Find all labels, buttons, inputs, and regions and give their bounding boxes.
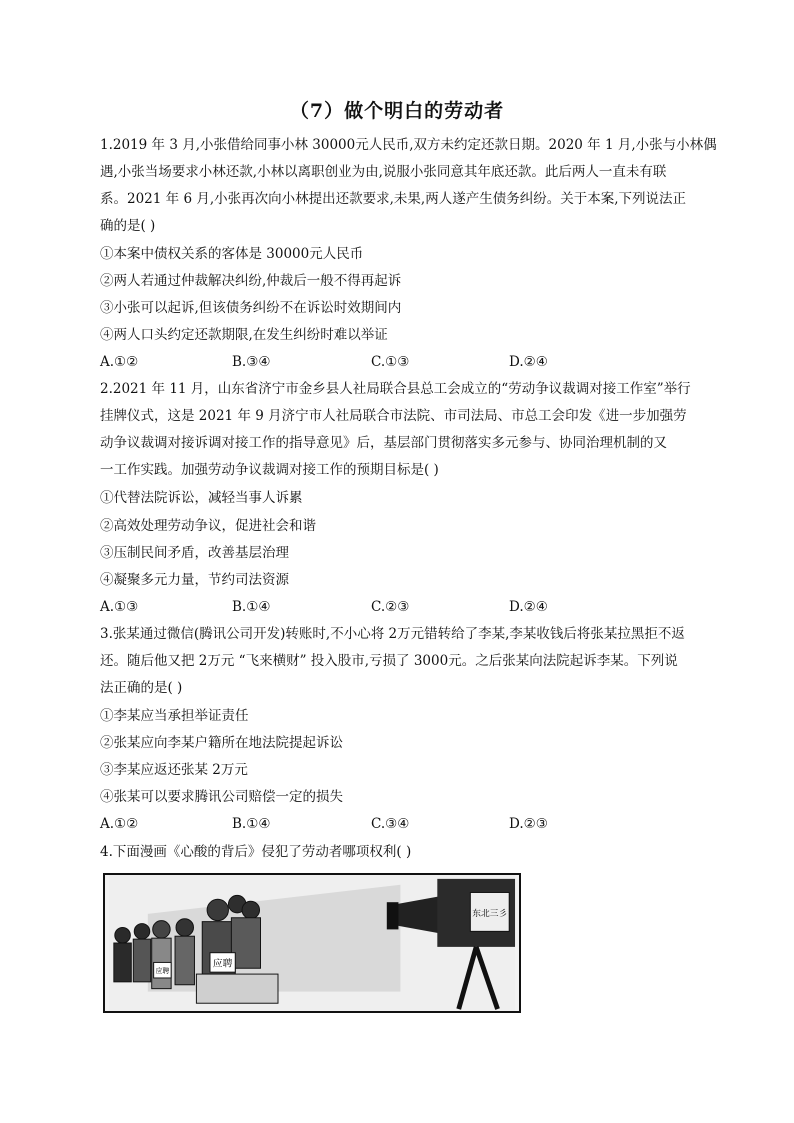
camera-lens-rim	[387, 902, 399, 929]
q1-option-b[interactable]: B.③④	[232, 354, 271, 370]
q2-stem-line-4: 一工作实践。加强劳动争议裁调对接工作的预期目标是( )	[100, 462, 439, 478]
q2-item-4: ④凝聚多元力量，节约司法资源	[100, 572, 289, 588]
q2-option-b[interactable]: B.①④	[232, 599, 271, 615]
q3-item-1: ①李某应当承担举证责任	[100, 708, 249, 724]
q1-options	[100, 354, 700, 372]
applicant-head	[207, 899, 228, 920]
q2-option-a[interactable]: A.①③	[100, 599, 139, 615]
camera-label-text: 东北三彡	[472, 908, 508, 919]
q2-item-2: ②高效处理劳动争议，促进社会和谐	[100, 518, 316, 534]
q1-item-4: ④两人口头约定还款期限,在发生纠纷时难以举证	[100, 327, 388, 343]
cartoon-drawing	[105, 875, 519, 1011]
person-body-1	[114, 943, 131, 982]
q3-options	[100, 816, 700, 834]
q2-stem-line-2: 挂牌仪式，这是 2021 年 9 月济宁市人社局联合市法院、市司法局、市总工会印发《进一步加强劳	[100, 408, 687, 424]
q1-stem-line-1: 1.2019 年 3 月,小张借给同事小林 30000元人民币,双方未约定还款日期。2020 年 1 月,小张与小林偶	[100, 137, 717, 153]
person-head-3	[153, 921, 170, 938]
q3-option-b[interactable]: B.①④	[232, 816, 271, 832]
desk	[196, 974, 278, 1003]
q1-stem-line-3: 系。2021 年 6 月,小张再次向小林提出还款要求,未果,两人遂产生债务纠纷。关于本案,下列说法正	[100, 191, 686, 207]
q1-option-d[interactable]: D.②④	[509, 354, 548, 370]
q1-item-3: ③小张可以起诉,但该债务纠纷不在诉讼时效期间内	[100, 300, 402, 316]
q2-option-d[interactable]: D.②④	[509, 599, 548, 615]
q3-option-d[interactable]: D.②③	[509, 816, 548, 832]
q3-option-a[interactable]: A.①②	[100, 816, 139, 832]
q3-item-3: ③李某应返还张某 2万元	[100, 762, 248, 778]
person-head-4	[176, 919, 193, 936]
q3-item-4: ④张某可以要求腾讯公司赔偿一定的损失	[100, 789, 343, 805]
q1-option-a[interactable]: A.①②	[100, 354, 139, 370]
q1-item-1: ①本案中债权关系的客体是 30000元人民币	[100, 246, 364, 262]
person-body-4	[175, 936, 194, 985]
q1-item-2: ②两人若通过仲裁解决纠纷,仲裁后一般不得再起诉	[100, 273, 402, 289]
q1-stem-line-4: 确的是( )	[100, 218, 156, 234]
q1-stem-line-2: 遇,小张当场要求小林还款,小林以离职创业为由,说服小张同意其年底还款。此后两人一直未有联	[100, 164, 667, 180]
desk-sign-text: 应聘	[212, 958, 233, 970]
q3-stem-line-2: 还。随后他又把 2万元 “飞来横财” 投入股市,亏损了 3000元。之后张某向法院起诉李某。下列说	[100, 653, 678, 669]
q2-stem-line-1: 2.2021 年 11 月，山东省济宁市金乡县人社局联合县总工会成立的“劳动争议裁调对接工作室”举行	[100, 381, 691, 397]
q4-stem-line-1: 4.下面漫画《心酸的背后》侵犯了劳动者哪项权利( )	[100, 844, 412, 860]
q3-item-2: ②张某应向李某户籍所在地法院提起诉讼	[100, 735, 343, 751]
q3-stem-line-1: 3.张某通过微信(腾讯公司开发)转账时,不小心将 2万元错转给了李某,李某收钱后将张某拉黑拒不返	[100, 626, 685, 642]
person-body-2	[133, 939, 150, 982]
person-head-7	[242, 901, 259, 918]
q2-item-1: ①代替法院诉讼，减轻当事人诉累	[100, 490, 303, 506]
small-sign-text: 应聘	[155, 967, 170, 976]
person-head-2	[134, 924, 150, 940]
person-head-1	[115, 927, 131, 943]
q3-stem-line-3: 法正确的是( )	[100, 680, 183, 696]
cartoon-image	[103, 873, 521, 1013]
q2-item-3: ③压制民间矛盾，改善基层治理	[100, 545, 289, 561]
q2-option-c[interactable]: C.②③	[371, 599, 410, 615]
q3-option-c[interactable]: C.③④	[371, 816, 410, 832]
page-title: （7）做个明白的劳动者	[289, 100, 505, 122]
q2-options	[100, 599, 700, 617]
q1-option-c[interactable]: C.①③	[371, 354, 410, 370]
q2-stem-line-3: 动争议裁调对接诉调对接工作的指导意见》后，基层部门贯彻落实多元参与、协同治理机制的又	[100, 435, 667, 451]
